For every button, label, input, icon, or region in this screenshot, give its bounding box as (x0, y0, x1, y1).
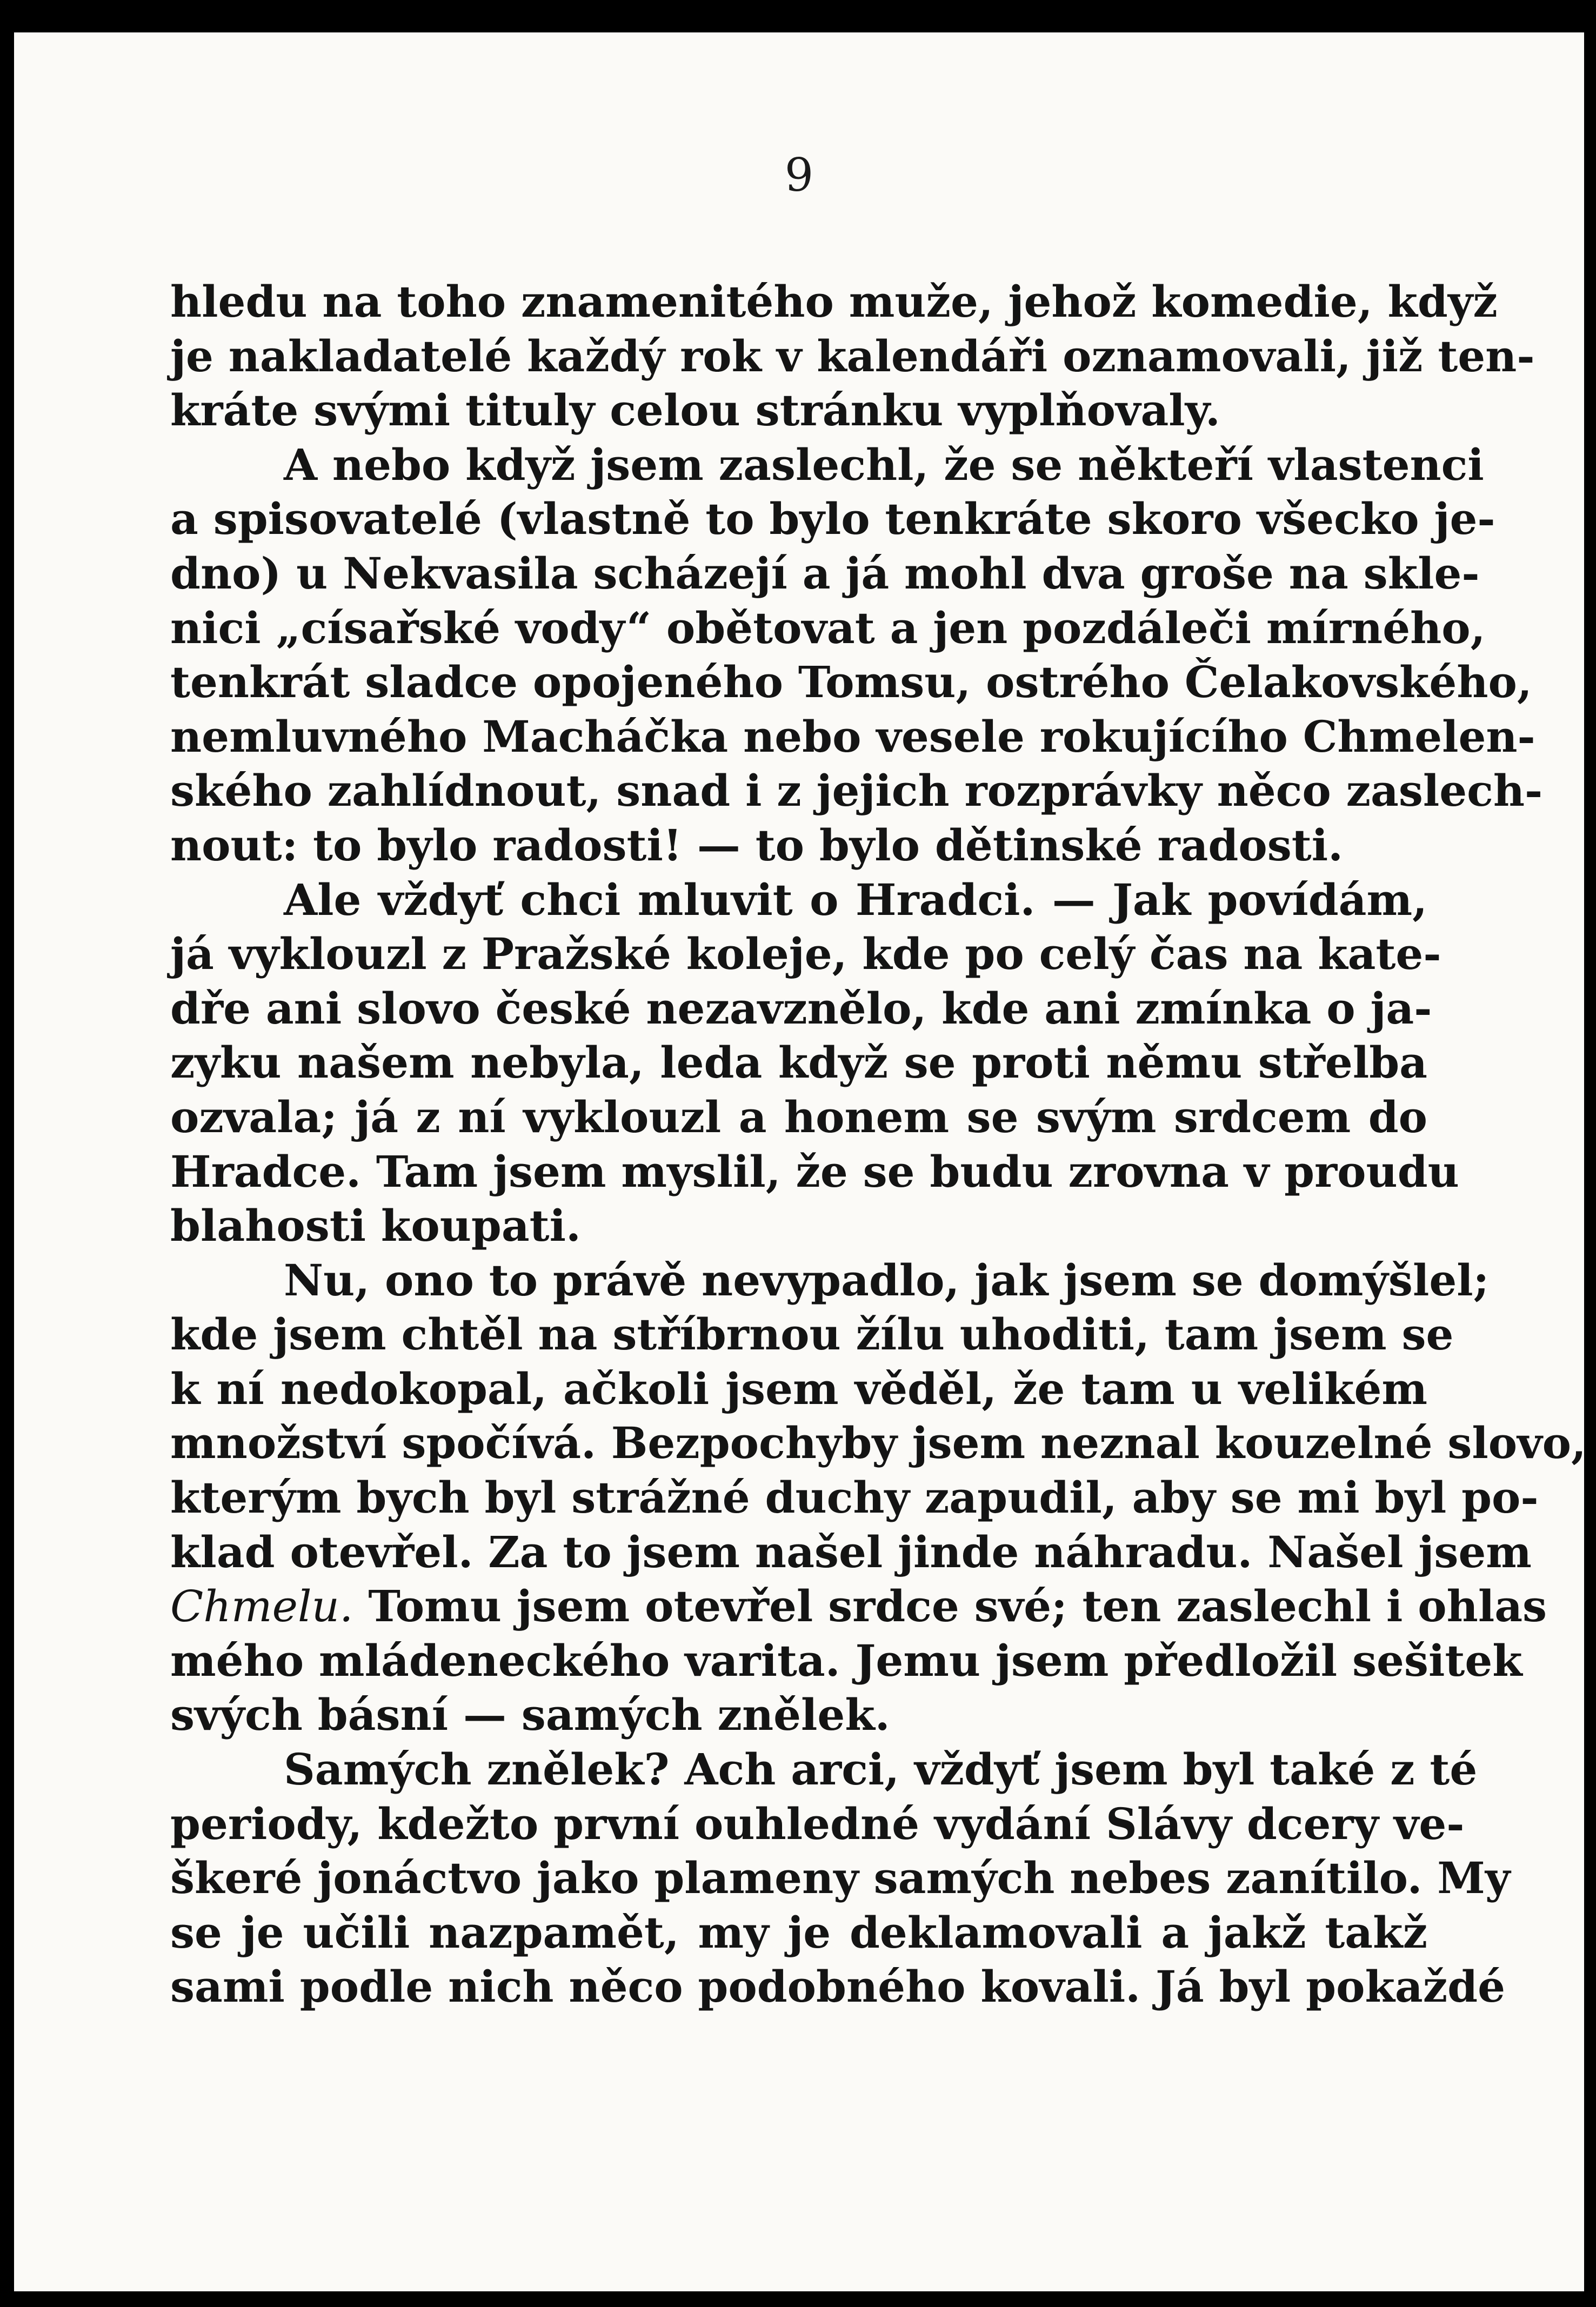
text-line: kterým bych byl strážné duchy zapudil, aby se mi byl po- (170, 1472, 1539, 1523)
paragraph-start-line: A nebo když jsem zaslechl, že se někteří vlastenci (284, 439, 1484, 490)
text-line: sami podle nich něco podobného kovali. Já byl pokaždé (170, 1961, 1505, 2012)
text-line: nout: to bylo radosti! — to bylo dětinské radosti. (170, 819, 1343, 871)
text-line: kráte svými tituly celou stránku vyplňovaly. (170, 385, 1220, 436)
text-line: škeré jonáctvo jako plameny samých nebes zanítilo. My (170, 1853, 1511, 1904)
text-line: tenkrát sladce opojeného Tomsu, ostrého Čelakovského, (170, 657, 1532, 708)
text-line: periody, kdežto první ouhledné vydání Slávy dcery ve- (170, 1798, 1465, 1849)
text-line: se je učili nazpamět, my je deklamovali a jakž takž (170, 1907, 1427, 1958)
page-number: 9 (784, 149, 814, 202)
text-line: ozvala; já z ní vyklouzl a honem se svým srdcem do (170, 1091, 1427, 1142)
text-line: kde jsem chtěl na stříbrnou žílu uhoditi, tam jsem se (170, 1309, 1454, 1360)
paragraph-start-line: Samých znělek? Ach arci, vždyť jsem byl také z té (284, 1744, 1478, 1795)
paragraph-start-line: Ale vždyť chci mluvit o Hradci. — Jak povídám, (284, 874, 1427, 925)
book-page (14, 32, 1584, 2291)
text-line: dno) u Nekvasila scházejí a já mohl dva groše na skle- (170, 547, 1480, 599)
text-line: Hradce. Tam jsem myslil, že se budu zrovna v proudu (170, 1146, 1459, 1197)
text-line: nici „císařské vody“ obětovat a jen pozdáleči mírného, (170, 602, 1486, 653)
body-text (170, 275, 1586, 2014)
text-line-with-italic-name (170, 1579, 1547, 1634)
text-line: ského zahlídnout, snad i z jejich rozprávky něco zaslech- (170, 765, 1543, 817)
text-line: blahosti koupati. (170, 1200, 581, 1252)
text-line: já vyklouzl z Pražské koleje, kde po celý čas na kate- (170, 928, 1441, 980)
text-line: je nakladatelé každý rok v kalendáři oznamovali, již ten- (170, 330, 1535, 382)
text-line: k ní nedokopal, ačkoli jsem věděl, že tam u velikém (170, 1363, 1427, 1414)
text-line: svých básní — samých znělek. (170, 1689, 890, 1741)
text-line: a spisovatelé (vlastně to bylo tenkráte skoro všecko je- (170, 493, 1495, 545)
text-line: dře ani slovo české nezavznělo, kde ani zmínka o ja- (170, 982, 1432, 1034)
text-line: klad otevřel. Za to jsem našel jinde náhradu. Našel jsem (170, 1526, 1532, 1577)
text-line-rest: Tomu jsem otevřel srdce své; ten zaslechl i ohlas (353, 1581, 1547, 1632)
text-line: množství spočívá. Bezpochyby jsem neznal kouzelné slovo, (170, 1417, 1586, 1469)
text-line: zyku našem nebyla, leda když se proti němu střelba (170, 1037, 1427, 1088)
text-line: mého mládeneckého varita. Jemu jsem předložil sešitek (170, 1635, 1522, 1686)
text-line: hledu na toho znamenitého muže, jehož komedie, když (170, 276, 1498, 327)
text-line: nemluvného Macháčka nebo vesele rokujícího Chmelen- (170, 711, 1535, 762)
paragraph-start-line: Nu, ono to právě nevypadlo, jak jsem se domýšlel; (284, 1254, 1490, 1306)
italic-name: Chmelu. (170, 1581, 353, 1632)
